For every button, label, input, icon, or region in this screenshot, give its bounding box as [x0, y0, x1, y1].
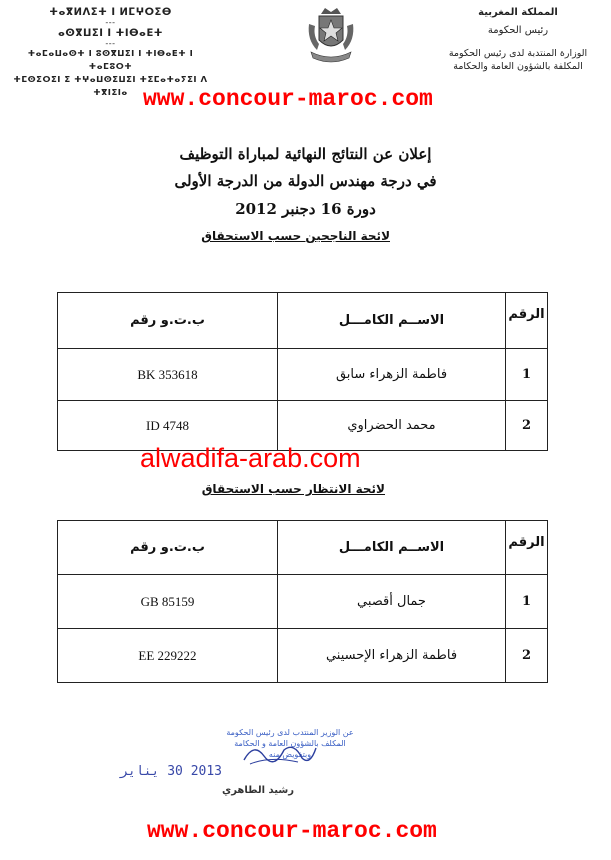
header-id-number: ب.ت.و رقم — [58, 293, 278, 349]
row-number: 2 — [506, 401, 548, 451]
stamp-line: عن الوزير المنتدب لدى رئيس الحكومة — [226, 728, 354, 737]
header-full-name: الاســم الكامـــل — [278, 521, 506, 575]
row-number: 1 — [506, 349, 548, 401]
row-name: محمد الحضراوي — [278, 401, 506, 451]
tifinagh-separator: --- — [105, 18, 116, 27]
header-full-name: الاســم الكامـــل — [278, 293, 506, 349]
stamp-line: المكلف بالشؤون العامة و الحكامة — [234, 739, 346, 748]
successful-table — [57, 292, 548, 451]
header-number: الرقم — [506, 521, 548, 575]
signatory-name: رشيد الطاهري — [222, 785, 294, 796]
arabic-header-line: رئيس الحكومة — [487, 25, 549, 36]
watermark-top: www.concour-maroc.com — [143, 86, 433, 112]
row-id: GB 85159 — [58, 575, 278, 629]
table-row — [58, 349, 548, 401]
row-number: 1 — [506, 575, 548, 629]
signature-scribble-icon — [240, 738, 320, 768]
table-row — [58, 629, 548, 683]
row-id: ID 4748 — [58, 401, 278, 451]
waiting-table — [57, 520, 548, 683]
watermark-bottom: www.concour-maroc.com — [147, 818, 437, 844]
row-id: EE 229222 — [58, 629, 278, 683]
header-id-number: ب.ت.و رقم — [58, 521, 278, 575]
tifinagh-separator: --- — [105, 39, 116, 48]
row-name: فاطمة الزهراء الإحسيني — [278, 629, 506, 683]
table-row — [58, 575, 548, 629]
tifinagh-line: ⵜⵎⵙⵉⵔⵉⵏ ⵉ ⵜⵖⴰⵡⵙⵉⵡⵉⵏ ⵜⵉⵎⴰⵜⴰⵢⵉⵏ ⴷ ⵜⴳⵏⵉⵏⴰ — [13, 75, 208, 98]
row-name: فاطمة الزهراء سابق — [278, 349, 506, 401]
handwritten-date: 2013 30 يناير — [120, 764, 222, 779]
announcement-title-line3: دورة 16 دجنبر 2012 — [235, 200, 376, 218]
coat-of-arms-icon — [303, 6, 359, 66]
tifinagh-line: ⵜⴰⴳⵍⴷⵉⵜ ⵏ ⵍⵎⵖⵔⵉⴱ — [49, 7, 172, 18]
row-id: BK 353618 — [58, 349, 278, 401]
row-number: 2 — [506, 629, 548, 683]
arabic-header-line: المملكة المغربية — [478, 7, 558, 18]
successful-list-heading: لائحة الناجحين حسب الاستحقاق — [201, 229, 390, 243]
header-number: الرقم — [506, 293, 548, 349]
row-name: جمال أقصبي — [278, 575, 506, 629]
tifinagh-line: ⴰⵙⴳⵡⵉⵏ ⵏ ⵜⵏⴱⴰⴹⵜ — [57, 28, 164, 39]
announcement-title-line2: في درجة مهندس الدولة من الدرجة الأولى — [174, 172, 437, 190]
arabic-header — [428, 6, 608, 73]
arabic-header-line: المكلفة بالشؤون العامة والحكامة — [453, 61, 583, 72]
waiting-list-heading: لائحة الانتظار حسب الاستحقاق — [201, 482, 385, 496]
watermark-middle: alwadifa-arab.com — [140, 443, 361, 473]
arabic-header-line: الوزارة المنتدبة لدى رئيس الحكومة — [448, 48, 588, 59]
announcement-title-line1: إعلان عن النتائج النهائية لمباراة التوظيف — [179, 145, 432, 163]
tifinagh-line: ⵜⴰⵎⴰⵡⴰⵙⵜ ⵏ ⵓⵙⴳⵡⵉⵏ ⵏ ⵜⵏⴱⴰⴹⵜ ⵏ ⵜⴰⵎⵓⵔⵜ — [27, 49, 194, 72]
stamp-line: وبتفويض منه — [268, 750, 312, 759]
